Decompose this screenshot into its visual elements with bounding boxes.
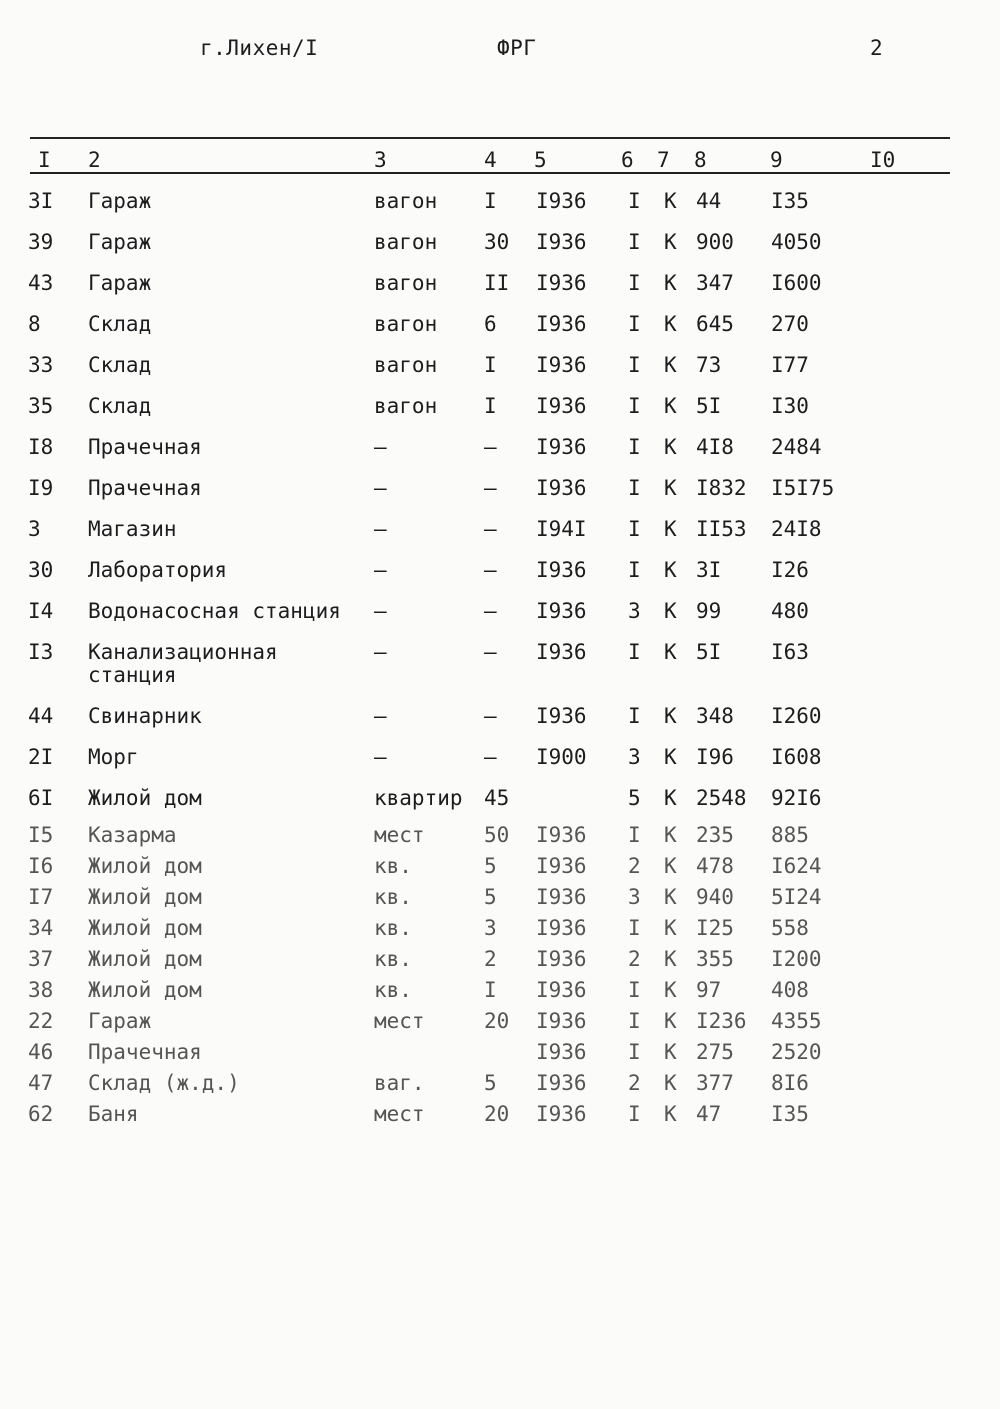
cell-row-number: 39 <box>28 230 54 254</box>
table-row <box>28 740 851 781</box>
cell-year: I936 <box>536 230 587 254</box>
cell-category: I <box>628 823 641 847</box>
cell-quantity: – <box>484 640 497 664</box>
cell-category: 2 <box>628 1071 641 1095</box>
cell-unit: кв. <box>374 916 412 940</box>
cell-building-name: Свинарник <box>88 704 202 728</box>
cell-building-name: Жилой дом <box>88 947 202 971</box>
header-country: ФРГ <box>497 36 537 60</box>
cell-unit: – <box>374 599 387 623</box>
cell-material: К <box>664 189 677 213</box>
table-row <box>28 822 851 853</box>
cell-year: I936 <box>536 312 587 336</box>
cell-quantity: – <box>484 599 497 623</box>
cell-year: I936 <box>536 640 587 664</box>
buildings-table-body <box>28 184 851 1132</box>
cell-quantity: – <box>484 517 497 541</box>
cell-row-number: 6I <box>28 786 54 810</box>
cell-building-name: Склад <box>88 353 152 377</box>
cell-row-number: 44 <box>28 704 54 728</box>
cell-quantity: 45 <box>484 786 510 810</box>
cell-area: 348 <box>696 704 734 728</box>
cell-category: I <box>628 394 641 418</box>
cell-building-name: Казарма <box>88 823 177 847</box>
cell-material: К <box>664 230 677 254</box>
cell-category: I <box>628 312 641 336</box>
table-row <box>28 946 851 977</box>
cell-material: К <box>664 640 677 664</box>
cell-year: I936 <box>536 394 587 418</box>
cell-row-number: I4 <box>28 599 54 623</box>
cell-building-name: Гараж <box>88 1009 152 1033</box>
table-top-rule <box>30 137 950 139</box>
cell-quantity: 6 <box>484 312 497 336</box>
cell-material: К <box>664 704 677 728</box>
cell-category: I <box>628 189 641 213</box>
cell-row-number: 37 <box>28 947 54 971</box>
cell-unit: мест <box>374 1009 425 1033</box>
cell-row-number: 43 <box>28 271 54 295</box>
column-number-9: 9 <box>770 148 783 172</box>
cell-volume: I260 <box>771 704 822 728</box>
cell-volume: 4355 <box>771 1009 822 1033</box>
cell-unit: – <box>374 517 387 541</box>
cell-category: 3 <box>628 745 641 769</box>
cell-unit: – <box>374 435 387 459</box>
cell-row-number: 2I <box>28 745 54 769</box>
cell-material: К <box>664 394 677 418</box>
cell-quantity: – <box>484 704 497 728</box>
column-number-7: 7 <box>657 148 670 172</box>
cell-area: 355 <box>696 947 734 971</box>
cell-category: I <box>628 435 641 459</box>
cell-year: I936 <box>536 978 587 1002</box>
cell-volume: I624 <box>771 854 822 878</box>
cell-quantity: – <box>484 745 497 769</box>
cell-quantity: 5 <box>484 1071 497 1095</box>
cell-area: 4I8 <box>696 435 734 459</box>
cell-building-name: Баня <box>88 1102 139 1126</box>
cell-building-name: Жилой дом <box>88 978 202 1002</box>
table-row <box>28 471 851 512</box>
cell-volume: 24I8 <box>771 517 822 541</box>
cell-quantity: 3 <box>484 916 497 940</box>
cell-category: I <box>628 916 641 940</box>
cell-quantity: 20 <box>484 1009 510 1033</box>
cell-material: К <box>664 823 677 847</box>
column-number-6: 6 <box>621 148 634 172</box>
table-row <box>28 1101 851 1132</box>
cell-material: К <box>664 312 677 336</box>
cell-row-number: I5 <box>28 823 54 847</box>
table-row <box>28 1070 851 1101</box>
table-row <box>28 348 851 389</box>
cell-year: I936 <box>536 947 587 971</box>
cell-building-name: Прачечная <box>88 1040 202 1064</box>
page-number: 2 <box>870 36 884 60</box>
column-number-5: 5 <box>534 148 547 172</box>
cell-row-number: I3 <box>28 640 54 664</box>
cell-year: I936 <box>536 189 587 213</box>
cell-building-name: Жилой дом <box>88 854 202 878</box>
cell-year: I936 <box>536 704 587 728</box>
cell-row-number: 38 <box>28 978 54 1002</box>
cell-area: 900 <box>696 230 734 254</box>
cell-material: К <box>664 599 677 623</box>
cell-area: 347 <box>696 271 734 295</box>
cell-row-number: 30 <box>28 558 54 582</box>
cell-material: К <box>664 786 677 810</box>
table-row <box>28 884 851 915</box>
cell-quantity: II <box>484 271 510 295</box>
cell-building-name: Жилой дом <box>88 916 202 940</box>
cell-quantity: – <box>484 558 497 582</box>
cell-area: 478 <box>696 854 734 878</box>
cell-category: 2 <box>628 947 641 971</box>
cell-volume: 2484 <box>771 435 822 459</box>
cell-material: К <box>664 947 677 971</box>
cell-material: К <box>664 271 677 295</box>
cell-quantity: 30 <box>484 230 510 254</box>
cell-area: 940 <box>696 885 734 909</box>
cell-unit: – <box>374 558 387 582</box>
cell-volume: 8I6 <box>771 1071 809 1095</box>
table-row <box>28 430 851 471</box>
table-row <box>28 594 851 635</box>
cell-building-name: Канализационная станция <box>88 640 278 687</box>
cell-building-name: Гараж <box>88 271 152 295</box>
cell-building-name: Склад (ж.д.) <box>88 1071 240 1095</box>
cell-area: 377 <box>696 1071 734 1095</box>
table-row <box>28 512 851 553</box>
column-number-3: 3 <box>374 148 387 172</box>
cell-volume: 270 <box>771 312 809 336</box>
cell-material: К <box>664 1071 677 1095</box>
cell-category: 3 <box>628 599 641 623</box>
cell-row-number: 33 <box>28 353 54 377</box>
cell-material: К <box>664 517 677 541</box>
table-row <box>28 1008 851 1039</box>
cell-area: I832 <box>696 476 747 500</box>
cell-unit: вагон <box>374 353 438 377</box>
column-number-4: 4 <box>484 148 497 172</box>
cell-material: К <box>664 558 677 582</box>
cell-category: I <box>628 704 641 728</box>
cell-row-number: 47 <box>28 1071 54 1095</box>
cell-volume: 480 <box>771 599 809 623</box>
cell-area: 5I <box>696 640 722 664</box>
cell-building-name: Прачечная <box>88 435 202 459</box>
cell-year: I936 <box>536 1071 587 1095</box>
cell-area: 5I <box>696 394 722 418</box>
cell-year: I936 <box>536 916 587 940</box>
cell-building-name: Жилой дом <box>88 885 202 909</box>
cell-row-number: 34 <box>28 916 54 940</box>
cell-row-number: I6 <box>28 854 54 878</box>
cell-building-name: Магазин <box>88 517 177 541</box>
cell-material: К <box>664 1040 677 1064</box>
cell-row-number: 62 <box>28 1102 54 1126</box>
column-number-2: 2 <box>88 148 101 172</box>
cell-unit: вагон <box>374 271 438 295</box>
table-row <box>28 1039 851 1070</box>
cell-volume: 4050 <box>771 230 822 254</box>
table-row <box>28 266 851 307</box>
column-number-8: 8 <box>694 148 707 172</box>
cell-unit: вагон <box>374 312 438 336</box>
cell-quantity: I <box>484 353 497 377</box>
table-row <box>28 853 851 884</box>
cell-year: I936 <box>536 558 587 582</box>
cell-volume: 558 <box>771 916 809 940</box>
cell-volume: I35 <box>771 1102 809 1126</box>
cell-area: I236 <box>696 1009 747 1033</box>
cell-volume: I30 <box>771 394 809 418</box>
column-number-1: I <box>38 148 51 172</box>
cell-material: К <box>664 885 677 909</box>
cell-row-number: 46 <box>28 1040 54 1064</box>
cell-unit: ваг. <box>374 1071 425 1095</box>
cell-unit: кв. <box>374 947 412 971</box>
cell-year: I936 <box>536 599 587 623</box>
cell-year: I936 <box>536 1040 587 1064</box>
cell-material: К <box>664 854 677 878</box>
cell-volume: 5I24 <box>771 885 822 909</box>
table-row <box>28 781 851 822</box>
cell-quantity: I <box>484 189 497 213</box>
cell-material: К <box>664 1102 677 1126</box>
cell-quantity: – <box>484 476 497 500</box>
cell-building-name: Склад <box>88 394 152 418</box>
cell-year: I936 <box>536 1009 587 1033</box>
table-row <box>28 184 851 225</box>
cell-volume: 885 <box>771 823 809 847</box>
cell-material: К <box>664 435 677 459</box>
cell-volume: I26 <box>771 558 809 582</box>
cell-building-name: Морг <box>88 745 139 769</box>
cell-quantity: I <box>484 978 497 1002</box>
cell-building-name: Лаборатория <box>88 558 228 582</box>
cell-row-number: 3I <box>28 189 54 213</box>
cell-unit: – <box>374 476 387 500</box>
cell-material: К <box>664 476 677 500</box>
cell-quantity: 2 <box>484 947 497 971</box>
table-row <box>28 915 851 946</box>
cell-unit: мест <box>374 1102 425 1126</box>
cell-year: I900 <box>536 745 587 769</box>
cell-volume: I63 <box>771 640 809 664</box>
table-header-rule <box>30 172 950 174</box>
cell-year: I936 <box>536 435 587 459</box>
cell-year: I936 <box>536 854 587 878</box>
cell-area: 235 <box>696 823 734 847</box>
column-number-10: I0 <box>870 148 896 172</box>
cell-row-number: I9 <box>28 476 54 500</box>
table-row <box>28 977 851 1008</box>
cell-unit: квартир <box>374 786 463 810</box>
cell-year: I936 <box>536 823 587 847</box>
cell-material: К <box>664 978 677 1002</box>
cell-area: 47 <box>696 1102 722 1126</box>
cell-category: I <box>628 558 641 582</box>
cell-unit: вагон <box>374 189 438 213</box>
cell-category: I <box>628 1009 641 1033</box>
cell-year <box>536 781 628 822</box>
cell-area: 44 <box>696 189 722 213</box>
cell-volume: 408 <box>771 978 809 1002</box>
cell-row-number: 3 <box>28 517 41 541</box>
cell-building-name: Жилой дом <box>88 786 202 810</box>
cell-area: 3I <box>696 558 722 582</box>
cell-area: 73 <box>696 353 722 377</box>
cell-unit: вагон <box>374 394 438 418</box>
table-row <box>28 307 851 348</box>
cell-year: I936 <box>536 353 587 377</box>
cell-area: I25 <box>696 916 734 940</box>
cell-quantity: I <box>484 394 497 418</box>
cell-row-number: 8 <box>28 312 41 336</box>
cell-quantity: 20 <box>484 1102 510 1126</box>
cell-building-name: Водонасосная станция <box>88 599 341 623</box>
cell-material: К <box>664 916 677 940</box>
cell-year: I94I <box>536 517 587 541</box>
cell-row-number: 35 <box>28 394 54 418</box>
cell-volume: 2520 <box>771 1040 822 1064</box>
cell-unit: вагон <box>374 230 438 254</box>
cell-category: I <box>628 640 641 664</box>
cell-building-name: Склад <box>88 312 152 336</box>
cell-year: I936 <box>536 476 587 500</box>
cell-unit: – <box>374 640 387 664</box>
cell-unit: мест <box>374 823 425 847</box>
cell-unit: кв. <box>374 885 412 909</box>
cell-quantity <box>484 1039 536 1070</box>
cell-volume: I35 <box>771 189 809 213</box>
cell-volume: I77 <box>771 353 809 377</box>
cell-area: 275 <box>696 1040 734 1064</box>
cell-category: I <box>628 517 641 541</box>
cell-volume: I608 <box>771 745 822 769</box>
cell-quantity: 5 <box>484 854 497 878</box>
cell-category: 3 <box>628 885 641 909</box>
cell-year: I936 <box>536 1102 587 1126</box>
cell-row-number: I7 <box>28 885 54 909</box>
cell-category: I <box>628 353 641 377</box>
cell-unit <box>374 1039 484 1070</box>
cell-area: 2548 <box>696 786 747 810</box>
cell-unit: – <box>374 745 387 769</box>
cell-volume: I600 <box>771 271 822 295</box>
cell-material: К <box>664 353 677 377</box>
table-row <box>28 635 851 699</box>
cell-volume: 92I6 <box>771 786 822 810</box>
cell-area: 97 <box>696 978 722 1002</box>
cell-building-name: Гараж <box>88 230 152 254</box>
cell-category: I <box>628 1040 641 1064</box>
cell-unit: – <box>374 704 387 728</box>
cell-area: I96 <box>696 745 734 769</box>
table-row <box>28 225 851 266</box>
cell-category: I <box>628 271 641 295</box>
cell-volume: I200 <box>771 947 822 971</box>
cell-quantity: 5 <box>484 885 497 909</box>
cell-area: 645 <box>696 312 734 336</box>
cell-volume: I5I75 <box>771 476 835 500</box>
cell-unit: кв. <box>374 854 412 878</box>
cell-area: II53 <box>696 517 747 541</box>
cell-unit: кв. <box>374 978 412 1002</box>
cell-category: 5 <box>628 786 641 810</box>
cell-row-number: I8 <box>28 435 54 459</box>
table-row <box>28 389 851 430</box>
cell-building-name: Прачечная <box>88 476 202 500</box>
header-city: г.Лихен/I <box>200 36 319 60</box>
cell-quantity: – <box>484 435 497 459</box>
cell-year: I936 <box>536 271 587 295</box>
cell-category: I <box>628 978 641 1002</box>
cell-category: 2 <box>628 854 641 878</box>
cell-category: I <box>628 476 641 500</box>
cell-category: I <box>628 230 641 254</box>
cell-category: I <box>628 1102 641 1126</box>
cell-year: I936 <box>536 885 587 909</box>
cell-material: К <box>664 1009 677 1033</box>
cell-row-number: 22 <box>28 1009 54 1033</box>
cell-material: К <box>664 745 677 769</box>
cell-quantity: 50 <box>484 823 510 847</box>
cell-building-name: Гараж <box>88 189 152 213</box>
table-row <box>28 699 851 740</box>
cell-area: 99 <box>696 599 722 623</box>
buildings-table <box>28 184 851 1132</box>
table-row <box>28 553 851 594</box>
